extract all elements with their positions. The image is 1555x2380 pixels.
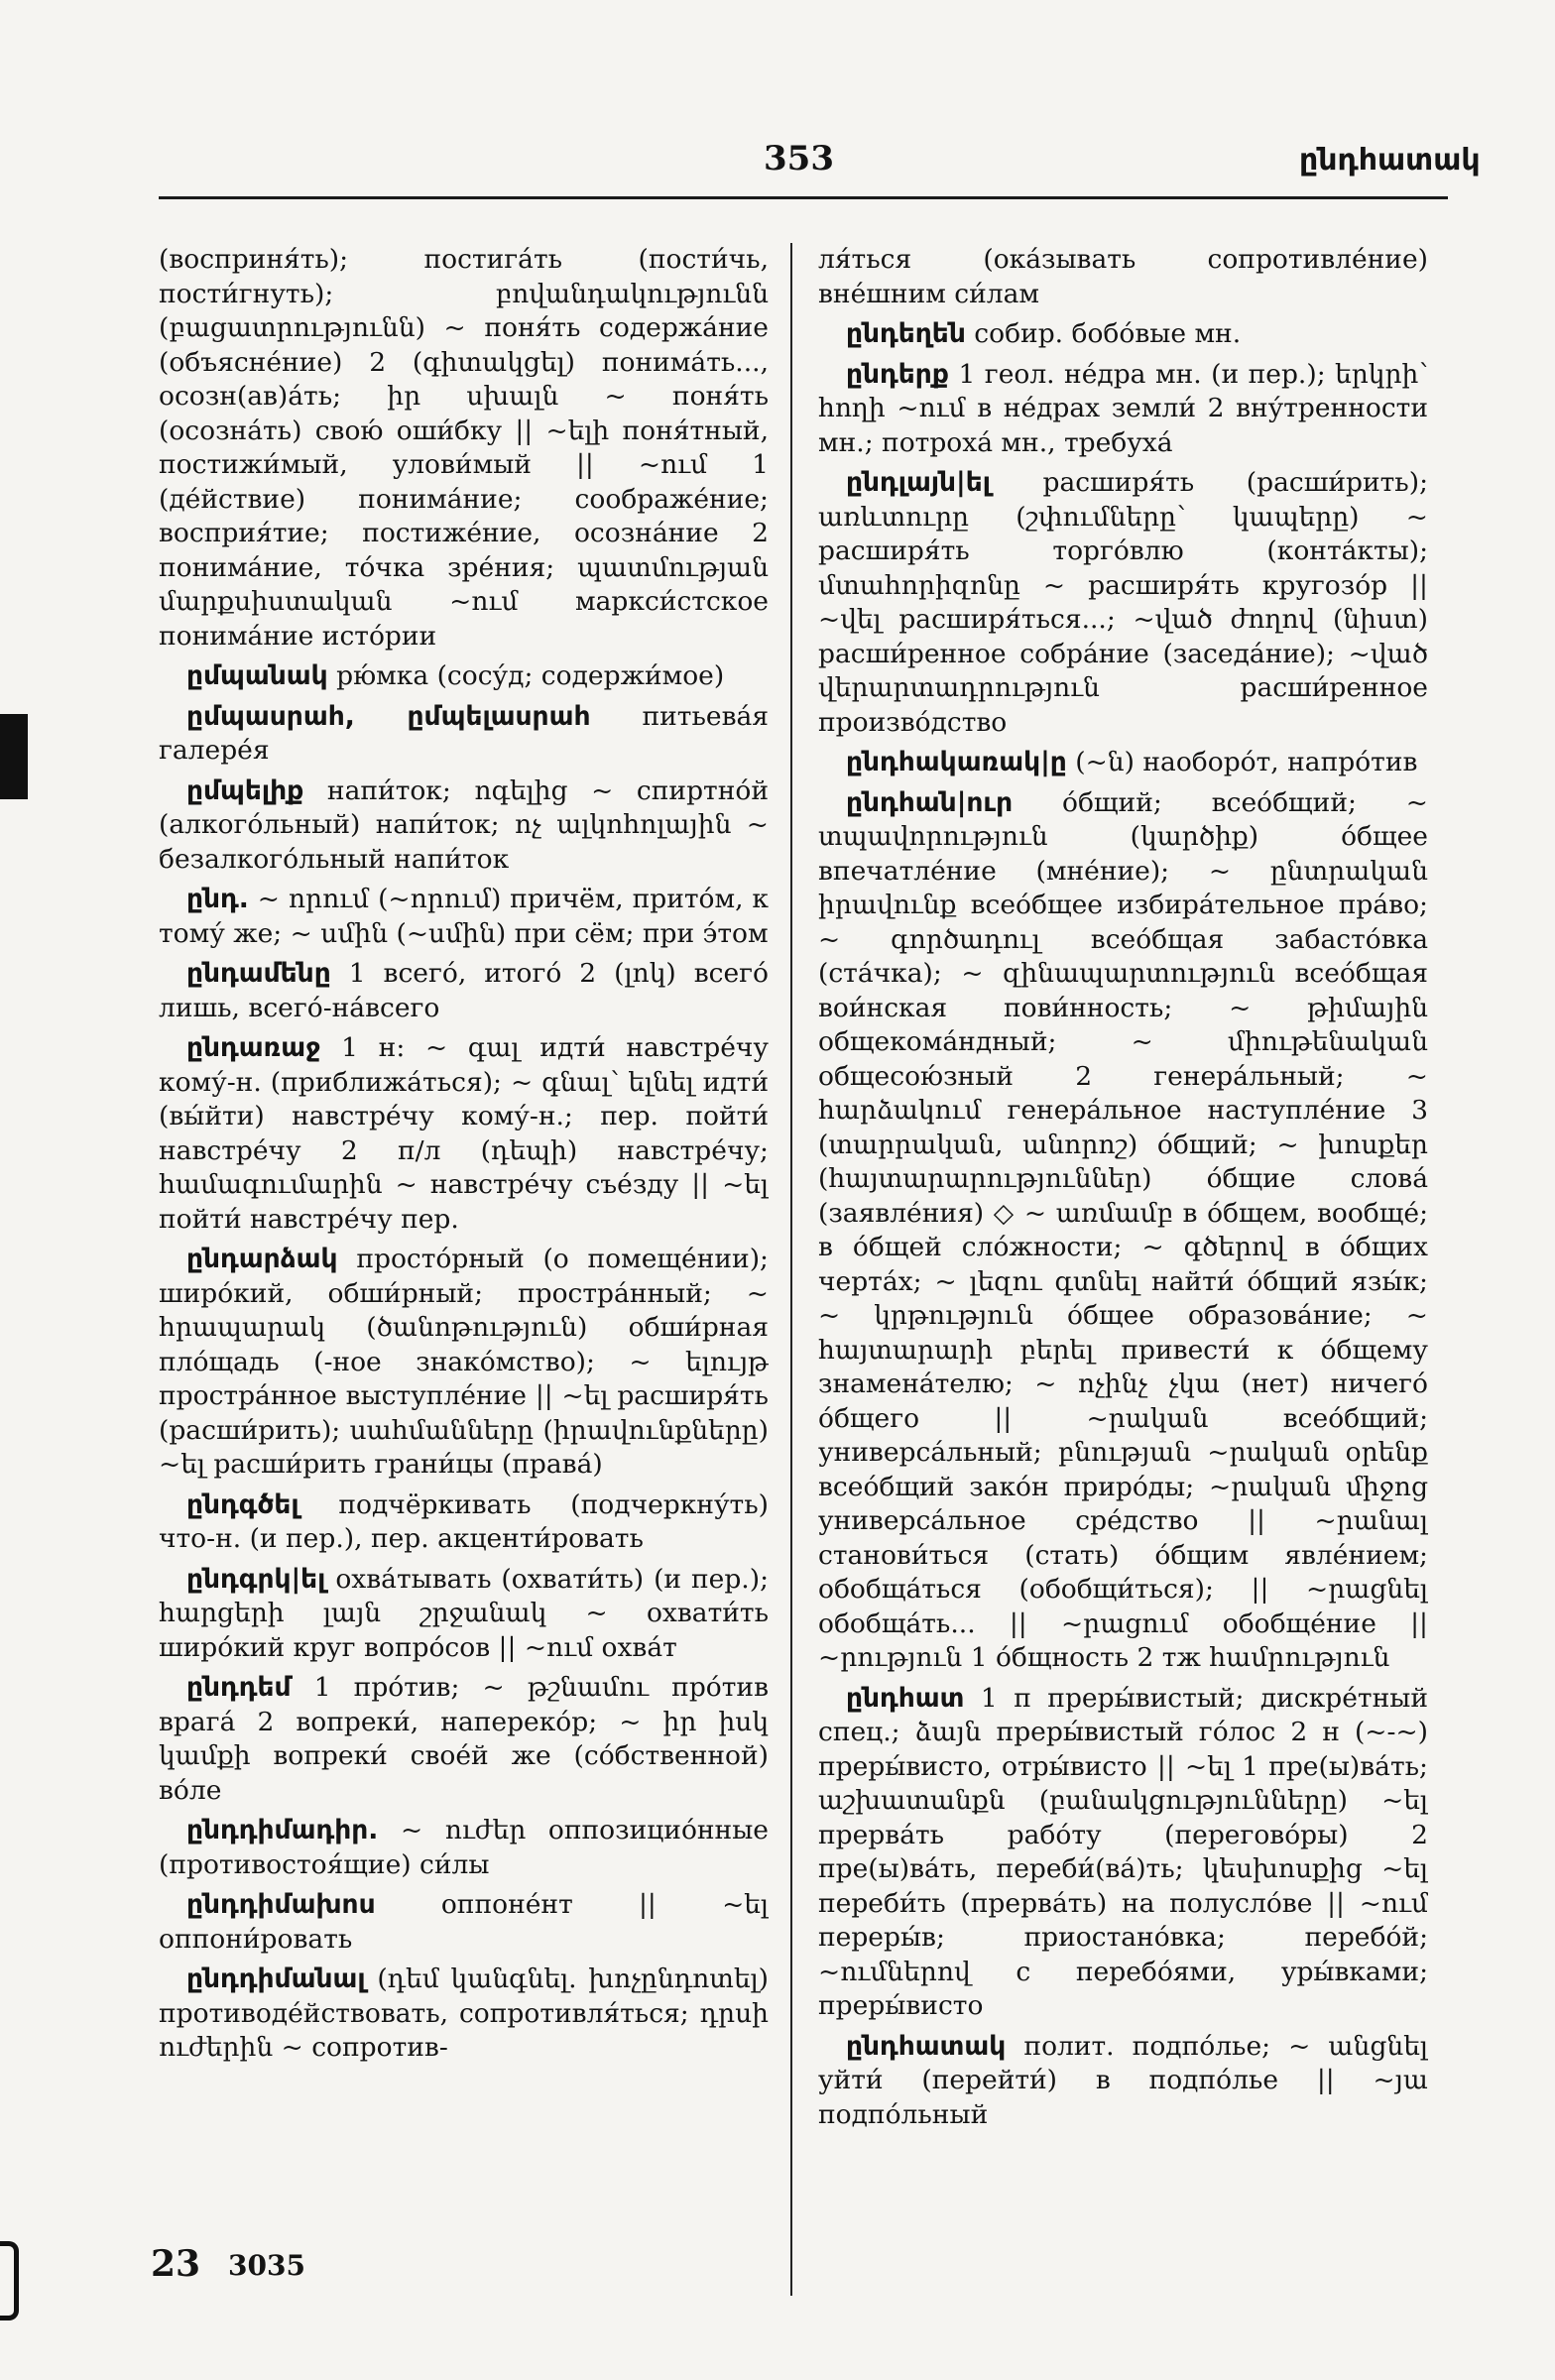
entry-headword: ըմպանակ — [186, 660, 328, 691]
entry-text: (~ն) наоборо́т, напро́тив — [1075, 747, 1418, 777]
entry-headword: ընդհատակ — [846, 2030, 1007, 2062]
dictionary-entry — [159, 1031, 769, 1237]
dictionary-entry — [159, 700, 769, 769]
entry-text: 1 п преры́вистый; дискре́тный спец.; ձայն преры́вистый го́лос 2 н (~-~) преры́висто, отры́висто || ~ել 1 пре(ы)ва́ть; աշխատանքն (բանակցությունները) ~ել прерва́ть рабо́ту (перегово́ры) 2 пре(ы)ва́ть, переби́(ва́)ть; կեսխոսքից ~ել переби́ть (прерва́ть) на полусло́ве || ~ում переры́в; приостано́вка; перебо́й; ~ումներով с перебо́ями, уры́вками; преры́висто — [818, 1682, 1428, 2021]
edge-bracket-mark — [0, 2241, 19, 2320]
dictionary-entry — [159, 243, 769, 654]
dictionary-entry — [818, 786, 1428, 1676]
entry-headword: ընդ. — [186, 884, 249, 914]
entry-text: полит. подпо́лье; ~ անցնել уйти́ (перейти́) в подпо́лье || ~յա подпо́льный — [818, 2030, 1428, 2130]
dictionary-entry — [159, 1888, 769, 1957]
entry-text: просто́рный (о помеще́нии); широ́кий, обши́рный; простра́нный; ~ հրապարակ (ծանոթություն) обши́рная пло́щадь (-ное знако́мство); ~ ելույթ простра́нное выступле́ние || ~ել расширя́ть (расши́рить); սահմանները (իրավունքները) ~ել расши́рить грани́цы (права́) — [159, 1244, 769, 1480]
dictionary-entry — [818, 317, 1428, 352]
entry-headword: ընդգծել — [186, 1488, 299, 1520]
entry-text: рю́мка (сосу́д; содержи́мое) — [336, 660, 725, 691]
guide-word: ընդհատակ — [1299, 143, 1481, 178]
entry-text: питьева́я галере́я — [159, 700, 769, 766]
dictionary-entry — [159, 1563, 769, 1666]
dictionary-entry — [159, 1243, 769, 1483]
dictionary-entry — [818, 358, 1428, 461]
column-divider — [790, 243, 792, 2296]
entry-text: (դեմ կանգնել. խոչընդոտել) противоде́йствовать, сопротивля́ться; դրսի ուժերին ~ сопротив- — [159, 1964, 769, 2063]
entry-text: расширя́ть (расши́рить); առևտուրը (շփումները՝ կապերը) ~ расширя́ть торго́влю (конта́кты); մտահորիզոնը ~ расширя́ть кругозо́р || ~վել расширя́ться...; ~ված ժողով (նիստ) расши́ренное собра́ние (заседа́ние); ~ված վերարտադրություն расши́ренное произво́дство — [818, 467, 1428, 738]
entry-headword: ըմպելիք — [186, 774, 304, 806]
right-column — [818, 243, 1428, 2138]
entry-headword: ըմպասրահ, ըմպելասրահ — [186, 700, 591, 732]
entry-text: 1 геол. не́дра мн. (и пер.); երկրի՝ հողի ~ում в не́драх земли́ 2 вну́тренности мн.; потроха́ мн., требуха́ — [818, 358, 1428, 458]
entry-text: 1 всего́, итого́ 2 (լոկ) всего́ лишь, всего́-на́всего — [159, 958, 769, 1023]
dictionary-entry — [159, 1814, 769, 1882]
entry-headword: ընդեղեն — [846, 318, 966, 349]
entry-text: 1 н: ~ գալ идти́ навстре́чу кому́-н. (приближа́ться); ~ գնալ՝ ելնել идти́ (вы́йти) навстре́чу кому́-н.; пер. пойти́ навстре́чу 2 п/л (դեպի) навстре́чу; համագումարին ~ навстре́чу съе́зду || ~ել пойти́ навстре́чу пер. — [159, 1032, 769, 1235]
entry-headword: ընդլայն|ել — [846, 467, 991, 498]
dictionary-entry — [159, 1671, 769, 1808]
dictionary-entry — [818, 2030, 1428, 2133]
dictionary-entry — [818, 1682, 1428, 2024]
dictionary-entry — [818, 243, 1428, 311]
entry-text: ~ որում (~որում) причём, прито́м, к тому́ же; ~ սմին (~սմին) при сём; при э́том — [159, 884, 769, 949]
dictionary-entry — [159, 1963, 769, 2066]
dictionary-entry — [159, 883, 769, 951]
entry-headword: ընդհակառակ|ը — [846, 747, 1067, 777]
entry-text: ля́ться (ока́зывать сопротивле́ние) вне́шним си́лам — [818, 244, 1428, 309]
signature-number: 23 — [151, 2243, 201, 2285]
entry-headword: ընդդիմախոս — [186, 1889, 376, 1920]
dictionary-entry — [159, 774, 769, 878]
header-rule — [159, 196, 1448, 199]
entry-text: подчёркивать (подчеркну́ть) что-н. (и пер.), пер. акценти́ровать — [159, 1488, 769, 1554]
entry-text: охва́тывать (охвати́ть) (и пер.); հարցերի լայն շրջանակ ~ охвати́ть широ́кий круг вопро́сов || ~ում охва́т — [159, 1563, 769, 1663]
entry-text: собир. бобо́вые мн. — [974, 318, 1242, 349]
left-column — [159, 243, 769, 2072]
entry-text: 1 про́тив; ~ թշնամու про́тив врага́ 2 вопреки́, наперекóр; ~ իր իսկ կամքի вопреки́ свое́й же (со́бственной) во́ле — [159, 1672, 769, 1806]
entry-text: напи́ток; ոգելից ~ спиртно́й (алкого́льный) напи́ток; ոչ ալկոհոլային ~ безалкого́льный напи́ток — [159, 774, 769, 875]
dictionary-entry — [818, 466, 1428, 740]
entry-headword: ընդդիմանալ — [186, 1964, 366, 1994]
dictionary-entry — [818, 746, 1428, 780]
entry-headword: ընդամենը — [186, 958, 331, 989]
entry-headword: ընդհան|ուր — [846, 786, 1014, 818]
edge-marker-bar — [0, 714, 28, 799]
entry-headword: ընդարձակ — [186, 1244, 338, 1274]
entry-headword: ընդառաջ — [186, 1032, 321, 1063]
entry-text: оппоне́нт || ~ել оппони́ровать — [159, 1889, 769, 1955]
entry-text: (восприня́ть); постига́ть (пости́чь, пости́гнуть); բովանդակությունն (բացատրությունն) ~ поня́ть содержа́ние (объясне́ние) 2 (գիտակցել) понима́ть..., осозн(ав)а́ть; իր սխալն ~ поня́ть (осозна́ть) свою́ оши́бку || ~ելի поня́тный, постижи́мый, улови́мый || ~ում 1 (де́йствие) понима́ние; соображе́ние; восприя́тие; постиже́ние, осозна́ние 2 понима́ние, то́чка зре́ния; պատմության մարքսիստական ~ում маркси́стское понима́ние исто́рии — [159, 244, 769, 652]
entry-headword: ընդերք — [846, 358, 949, 390]
entry-text: ~ ուժեր оппозицио́нные (противостоя́щие) си́лы — [159, 1815, 769, 1880]
dictionary-entry — [159, 659, 769, 694]
entry-headword: ընդհատ — [846, 1682, 965, 1714]
entry-headword: ընդդեմ — [186, 1672, 292, 1703]
page-number: 353 — [764, 139, 834, 178]
entry-text: о́бщий; всео́бщий; ~ տպավորություն (կարծիք) о́бщее впечатле́ние (мне́ние); ~ ընտրական իրավունք всео́бщее избира́тельное пра́во; ~ գործադուլ всео́бщая забасто́вка (ста́чка); ~ զինապարտություն всео́бщая вои́нская пови́нность; ~ թիմային общекома́ндный; ~ միութենական общесою́зный 2 генера́льный; ~ հարձակում генера́льное наступле́ние 3 (տարրական, անորոշ) о́бщий; ~ խոսքեր (հայտարարություններ) о́бщие слова́ (заявле́ния) ◇ ~ առմամբ в о́бщем, вообще́; в о́бщей сло́жности; ~ գծերով в о́бщих черта́х; ~ լեզու գտնել найти́ о́бщий язы́к; ~ կրթություն о́бщее образова́ние; ~ հայտարարի բերել привести́ к о́бщему знамена́телю; ~ ոչինչ չկա (нет) ничего́ о́бщего || ~րական всео́бщий; универса́льный; բնության ~րական օրենք всео́бщий зако́н приро́ды; ~րական միջոց универса́льное сре́дство || ~րանալ станови́ться (стать) о́бщим явле́нием; обобща́ться (обобщи́ться); || ~րացնել обобща́ть... || ~րացում обобще́ние || ~րություն 1 о́бщность 2 тж համրություն — [818, 786, 1428, 1673]
dictionary-entry — [159, 957, 769, 1025]
print-code: 3035 — [228, 2249, 305, 2282]
entry-headword: ընդդիմադիր. — [186, 1815, 379, 1845]
entry-headword: ընդգրկ|ել — [186, 1563, 326, 1595]
dictionary-entry — [159, 1488, 769, 1557]
